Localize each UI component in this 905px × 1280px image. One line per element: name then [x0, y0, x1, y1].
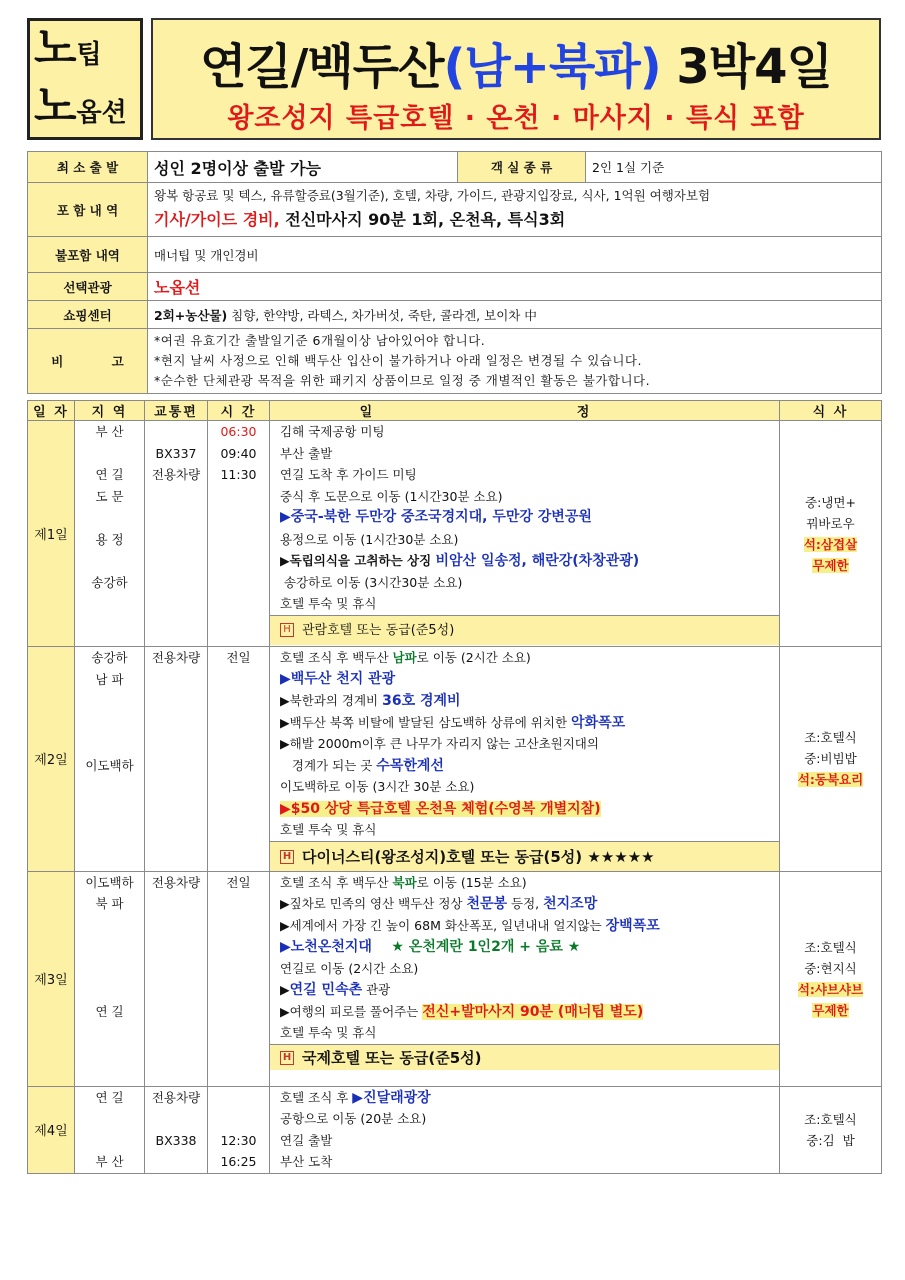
col-meal: 식 사	[780, 401, 882, 421]
header	[27, 18, 881, 140]
note-1: *여권 유효기간 출발일기준 6개월이상 남아있어야 합니다.	[154, 333, 486, 348]
day4-itinerary: 호텔 조식 후 ▶진달래광장 공항으로 이동 (20분 소요) 연길 출발 부산 도착	[270, 1086, 780, 1173]
title-banner	[151, 18, 881, 140]
day1-times: 06:30 09:40 11:30	[208, 421, 270, 647]
day4-label: 제4일	[28, 1086, 75, 1173]
info-table	[27, 151, 882, 394]
note-3: *순수한 단체관광 목적을 위한 패키지 상품이므로 일정 중 개별적인 활동은 불가합니다.	[154, 373, 651, 388]
shopping-value: 2회+농산물) 침향, 한약방, 라텍스, 차가버섯, 죽탄, 콜라겐, 보이차 中	[148, 301, 882, 329]
day3-transport: 전용차량	[145, 871, 208, 1086]
day3-row	[28, 871, 882, 1086]
day1-hotel: H 관람호텔 또는 동급(준5성)	[270, 615, 779, 645]
day3-time: 전일	[208, 871, 270, 1086]
room-type-value: 2인 1실 기준	[586, 152, 882, 183]
day3-hotel: H 국제호텔 또는 동급(준5성)	[270, 1044, 779, 1070]
day2-meals: 조:호텔식 중:비빔밥 석:동북요리	[780, 647, 882, 872]
excluded-label: 불포함 내역	[28, 237, 148, 273]
day4-row	[28, 1086, 882, 1173]
day1-regions: 부 산 연 길 도 문 용 정 송강하	[75, 421, 145, 647]
page-subtitle: 왕조성지 특급호텔 · 온천 · 마사지 · 특식 포함	[227, 103, 805, 134]
day2-label: 제2일	[28, 647, 75, 872]
col-date: 일 자	[28, 401, 75, 421]
hotel-icon: H	[280, 850, 294, 864]
info-row-included	[28, 183, 882, 237]
day3-itinerary: 호텔 조식 후 백두산 북파로 이동 (15분 소요) ▶짚차로 민족의 영산 백두산 정상 천문봉 등정, 천지조망 ▶세계에서 가장 긴 높이 68M 화산폭포, 일년내내 얼지않는 장백폭포 ▶노천온천지대 ★ 온천계란 1인2개 + 음료 ★ 연길로 이동 (2시간 소요) ▶연길 민속촌 관광 ▶여행의 피로를 풀어주는 전신+발마사지 90분 (매너팁 별도) 호텔 투숙 및 휴식 H 국제호텔 또는 동급(준5성)	[270, 871, 780, 1086]
day3-regions: 이도백하 북 파 연 길	[75, 871, 145, 1086]
min-departure-value: 성인 2명이상 출발 가능	[148, 152, 458, 183]
optional-tour-value: 노옵션	[148, 273, 882, 301]
day4-regions: 연 길 부 산	[75, 1086, 145, 1173]
included-line-2: 기사/가이드 경비, 전신마사지 90분 1회, 온천욕, 특식3회	[154, 210, 566, 229]
logo-no-tip-small: 팁	[76, 40, 102, 70]
no-tip-no-option-logo	[27, 18, 143, 140]
included-label: 포 함 내 역	[28, 183, 148, 237]
notes-value	[148, 329, 882, 394]
day2-transport: 전용차량	[145, 647, 208, 872]
page-title: 연길/백두산(남+북파) 3박4일	[200, 39, 832, 95]
col-transport: 교통편	[145, 401, 208, 421]
day1-row	[28, 421, 882, 647]
notes-label: 비 고	[28, 329, 148, 394]
day4-transport: 전용차량 BX338	[145, 1086, 208, 1173]
col-time: 시 간	[208, 401, 270, 421]
hotel-icon: H	[280, 623, 294, 637]
day4-meals: 조:호텔식 중:김 밥	[780, 1086, 882, 1173]
col-itinerary: 일 정	[270, 401, 780, 421]
day1-itinerary: 김해 국제공항 미팅 부산 출발 연길 도착 후 가이드 미팅 중식 후 도문으로 이동 (1시간30분 소요) ▶중국-북한 두만강 중조국경지대, 두만강 강변공원 용정으로 이동 (1시간30분 소요) ▶독립의식을 고취하는 상징 비암산 일송정, 해란강(차창관광) 송강하로 이동 (3시간30분 소요) 호텔 투숙 및 휴식 H 관람호텔 또는 동급(준5성)	[270, 421, 780, 647]
logo-no-option-small: 옵션	[76, 98, 127, 128]
day2-hotel: H 다이너스티(왕조성지)호텔 또는 동급(5성) ★★★★★	[270, 841, 779, 871]
room-type-label: 객 실 종 류	[458, 152, 586, 183]
included-line-1: 왕복 항공료 및 텍스, 유류할증료(3월기준), 호텔, 차량, 가이드, 관광지입장료, 식사, 1억원 여행자보험	[154, 188, 711, 203]
info-row-min-departure	[28, 152, 882, 183]
note-2: *현지 날씨 사정으로 인해 백두산 입산이 불가하거나 아래 일정은 변경될 수 있습니다.	[154, 353, 642, 368]
info-row-optional-tour	[28, 273, 882, 301]
excluded-value: 매너팁 및 개인경비	[148, 237, 882, 273]
info-row-excluded	[28, 237, 882, 273]
min-departure-label: 최 소 출 발	[28, 152, 148, 183]
day2-itinerary: 호텔 조식 후 백두산 남파로 이동 (2시간 소요) ▶백두산 천지 관광 ▶북한과의 경계비 36호 경계비 ▶백두산 북쪽 비탈에 발달된 삼도백하 상류에 위치한 악화폭포 ▶해발 2000m이후 큰 나무가 자리지 않는 고산초원지대의 경계가 되는 곳 수목한계선 이도백하로 이동 (3시간 30분 소요) ▶$50 상당 특급호텔 온천욕 체험(수영복 개별지참) 호텔 투숙 및 휴식 H 다이너스티(왕조성지)호텔 또는 동급(5성) ★★★★★	[270, 647, 780, 872]
optional-tour-label: 선택관광	[28, 273, 148, 301]
logo-no-tip-big: 노	[34, 23, 77, 74]
hotel-icon: H	[280, 1051, 294, 1065]
day3-label: 제3일	[28, 871, 75, 1086]
day2-regions: 송강하 남 파 이도백하	[75, 647, 145, 872]
info-row-notes	[28, 329, 882, 394]
day1-label: 제1일	[28, 421, 75, 647]
logo-no-option-big: 노	[34, 81, 77, 132]
day2-row	[28, 647, 882, 872]
schedule-table	[27, 400, 882, 1174]
day4-times: 12:30 16:25	[208, 1086, 270, 1173]
day1-meals: 중:냉면+ 꿔바로우 석:삼겹살 무제한	[780, 421, 882, 647]
col-region: 지 역	[75, 401, 145, 421]
shopping-label: 쇼핑센터	[28, 301, 148, 329]
day2-time: 전일	[208, 647, 270, 872]
schedule-header-row	[28, 401, 882, 421]
day1-transport: BX337 전용차량	[145, 421, 208, 647]
day3-meals: 조:호텔식 중:현지식 석:샤브샤브 무제한	[780, 871, 882, 1086]
info-row-shopping	[28, 301, 882, 329]
